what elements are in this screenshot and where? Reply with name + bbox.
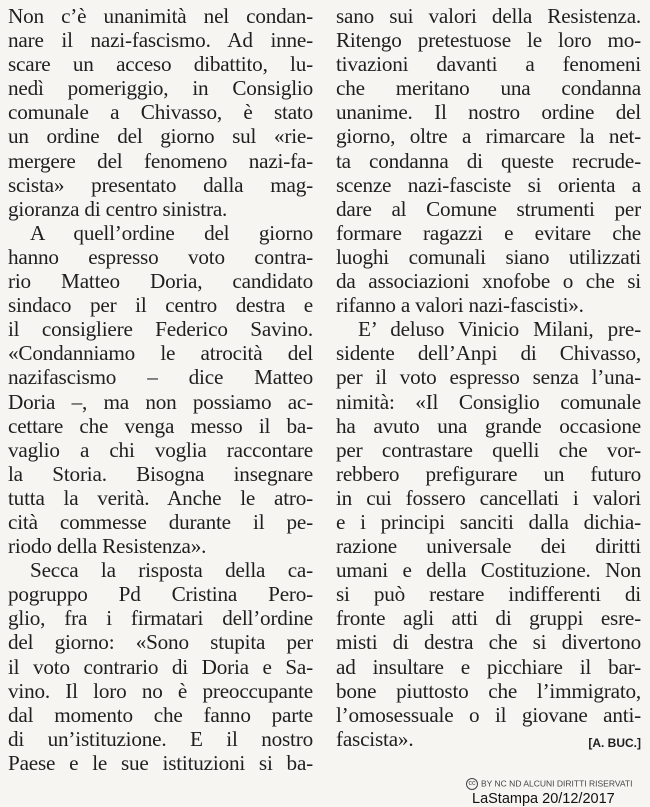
article-line: mergere del fenomeno nazi-fa- <box>8 148 313 173</box>
article-column-right <box>336 4 641 755</box>
article-line: scista» presentato dalla mag- <box>8 172 313 197</box>
article-line: in cui fossero cancellati i valori <box>336 485 641 510</box>
article-line: «Condanniamo le atrocità del <box>8 341 313 366</box>
article-line: l’omosessuale o il giovane anti- <box>336 702 641 727</box>
rights-text: BY NC ND ALCUNI DIRITTI RISERVATI <box>481 778 633 789</box>
article-line: per il voto espresso senza l’una- <box>336 365 641 390</box>
article-line: bone piuttosto che l’immigrato, <box>336 678 641 703</box>
article-line: nedì pomeriggio, in Consiglio <box>8 76 313 101</box>
article-line: e i principi sanciti dalla dichia- <box>336 509 641 534</box>
article-line: comunale a Chivasso, è stato <box>8 100 313 125</box>
article-line: cettare che venga messo il ba- <box>8 413 313 438</box>
article-line: sano sui valori della Resistenza. <box>336 4 641 28</box>
article-column-left <box>8 4 313 775</box>
author-signature: [A. BUC.] <box>588 735 641 750</box>
article-line: Non c’è unanimità nel condan- <box>8 4 313 28</box>
creative-commons-icon: cc <box>466 778 478 790</box>
article-line: il voto contrario di Doria e Sa- <box>8 654 313 679</box>
article-line: umani e della Costituzione. Non <box>336 558 641 583</box>
article-line: rio Matteo Doria, candidato <box>8 269 313 294</box>
article-line: misti di destra che si divertono <box>336 630 641 655</box>
article-line: Doria –, ma non possiamo ac- <box>8 389 313 414</box>
article-line: razione universale dei diritti <box>336 534 641 559</box>
article-line: fascista». [A. BUC.] <box>336 727 641 751</box>
article-line: rebbero prefigurare un futuro <box>336 461 641 486</box>
article-line: del giorno: «Sono stupita per <box>8 630 313 655</box>
article-line: il consigliere Federico Savino. <box>8 317 313 342</box>
article-line: Secca la risposta della ca- <box>30 558 313 583</box>
article-line: nimità: «Il Consiglio comunale <box>336 389 641 414</box>
article-line: giorno, oltre a rimarcare la net- <box>336 124 641 149</box>
article-line: un ordine del giorno sul «rie- <box>8 124 313 149</box>
article-line: riodo della Resistenza». <box>8 534 207 559</box>
article-line: ta condanna di queste recrude- <box>336 148 641 173</box>
article-line: unanime. Il nostro ordine del <box>336 100 641 125</box>
article-line: luoghi comunali siano utilizzati <box>336 244 641 269</box>
article-line: hanno espresso voto contra- <box>8 244 313 269</box>
article-line: ad insultare e picchiare il bar- <box>336 654 641 679</box>
article-line: scenze nazi-fasciste si orienta a <box>336 172 641 197</box>
article-line: di un’istituzione. E il nostro <box>8 726 313 751</box>
article-line: nazifascismo – dice Matteo <box>8 365 313 390</box>
article-line: da associazioni xnofobe o che si <box>336 269 641 294</box>
article-line: pogruppo Pd Cristina Pero- <box>8 582 313 607</box>
article-line: Ritengo pretestuose le loro mo- <box>336 28 641 53</box>
article-line: rifanno a valori nazi-fascisti». <box>336 293 584 318</box>
article-line: sindaco per il centro destra e <box>8 293 313 318</box>
article-line: A quell’ordine del giorno <box>30 220 313 245</box>
article-line: che meritano una condanna <box>336 76 641 101</box>
article-line: formare ragazzi e evitare che <box>336 220 641 245</box>
article-line: per contrastare quelli che vor- <box>336 437 641 462</box>
article-line: tivazioni davanti a fenomeni <box>336 52 641 77</box>
article-line: ha avuto una grande occasione <box>336 413 641 438</box>
article-line: sidente dell’Anpi di Chivasso, <box>336 341 641 366</box>
article-line: dal momento che fanno parte <box>8 702 313 727</box>
article-line: la Storia. Bisogna insegnare <box>8 461 313 486</box>
article-line: fronte agli atti di gruppi esre- <box>336 606 641 631</box>
rights-notice <box>466 778 632 790</box>
article-line: dare al Comune strumenti per <box>336 196 641 221</box>
article-line: vaglio a chi voglia raccontare <box>8 437 313 462</box>
article-line: nare il nazi-fascismo. Ad inne- <box>8 28 313 53</box>
article-line: Paese e le sue istituzioni si ba- <box>8 750 313 775</box>
article-line: si può restare indifferenti di <box>336 582 641 607</box>
article-line: scare un acceso dibattito, lu- <box>8 52 313 77</box>
article-line: E’ deluso Vinicio Milani, pre- <box>358 317 641 342</box>
article-line: gioranza di centro sinistra. <box>8 196 228 221</box>
source-caption: LaStampa 20/12/2017 <box>472 791 615 807</box>
article-line: cità commesse durante il pe- <box>8 509 313 534</box>
article-line: glio, fra i firmatari dell’ordine <box>8 606 313 631</box>
article-line: tutta la verità. Anche le atro- <box>8 485 313 510</box>
article-line: vino. Il loro no è preoccupante <box>8 678 313 703</box>
